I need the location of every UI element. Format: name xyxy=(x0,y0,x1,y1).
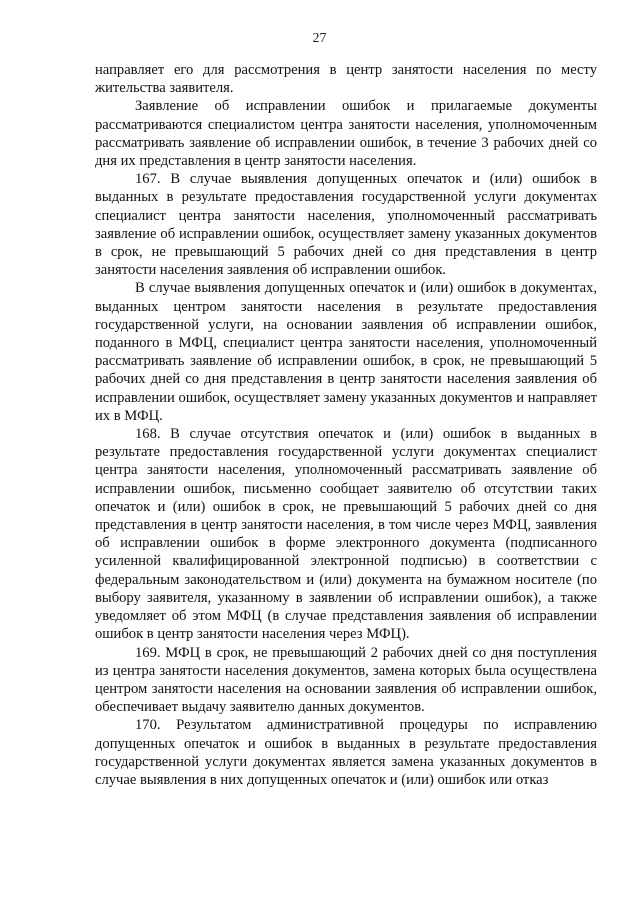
paragraph-review-period: Заявление об исправлении ошибок и прилагаемые документы рассматриваются специалистом центра занятости населения, уполномоченным рассматривать заявление об исправлении ошибок, в течение 3 рабочих дней со дня их представления в центр занятости населения. xyxy=(95,98,597,170)
document-text xyxy=(95,61,597,789)
paragraph-170: 170. Результатом административной процедуры по исправлению допущенных опечаток и ошибок в выданных в результате предоставления государственной услуги документах является замена указанных документов в случае выявления в них допущенных опечаток и (или) ошибок или отказ xyxy=(95,717,597,788)
paragraph-167-mfc: В случае выявления допущенных опечаток и (или) ошибок в документах, выданных центром занятости населения в результате предоставления государственной услуги, на основании заявления об исправлении ошибок, поданного в МФЦ, специалист центра занятости населения, уполномоченный рассматривать заявление об исправлении ошибок, в срок, не превышающий 5 рабочих дней со дня представления в центр занятости населения заявления об исправлении ошибок, осуществляет замену указанных документов и направляет их в МФЦ. xyxy=(95,280,597,424)
paragraph-continuation: направляет его для рассмотрения в центр занятости населения по месту жительства заявителя. xyxy=(95,62,597,97)
paragraph-169: 169. МФЦ в срок, не превышающий 2 рабочих дней со дня поступления из центра занятости населения документов, замена которых была осуществлена центром занятости населения на основании заявления об исправлении ошибок, обеспечивает выдачу заявителю данных документов. xyxy=(95,644,597,716)
paragraph-168: 168. В случае отсутствия опечаток и (или) ошибок в выданных в результате предоставления государственной услуги документах специалист центра занятости населения, уполномоченный рассматривать заявление об исправлении ошибок, письменно сообщает заявителю об отсутствии таких опечаток и (или) ошибок в срок, не превышающий 5 рабочих дней со дня представления в центр занятости населения, в том числе через МФЦ, заявления об исправлении ошибок в форме электронного документа (подписанного усиленной квалифицированной электронной подписью) в соответствии с федеральным законодательством и (или) документа на бумажном носителе (по выбору заявителя, указанному в заявлении об исправлении ошибок), а также уведомляет об этом МФЦ (в случае представления заявления об исправлении ошибок в центр занятости населения через МФЦ). xyxy=(95,426,597,643)
paragraph-167: 167. В случае выявления допущенных опечаток и (или) ошибок в выданных в результате предоставления государственной услуги документах специалист центра занятости населения, уполномоченный рассматривать заявление об исправлении ошибок, осуществляет замену указанных документов в срок, не превышающий 5 рабочих дней со дня представления в центр занятости населения заявления об исправлении ошибок. xyxy=(95,171,597,279)
page-number: 27 xyxy=(312,31,327,46)
